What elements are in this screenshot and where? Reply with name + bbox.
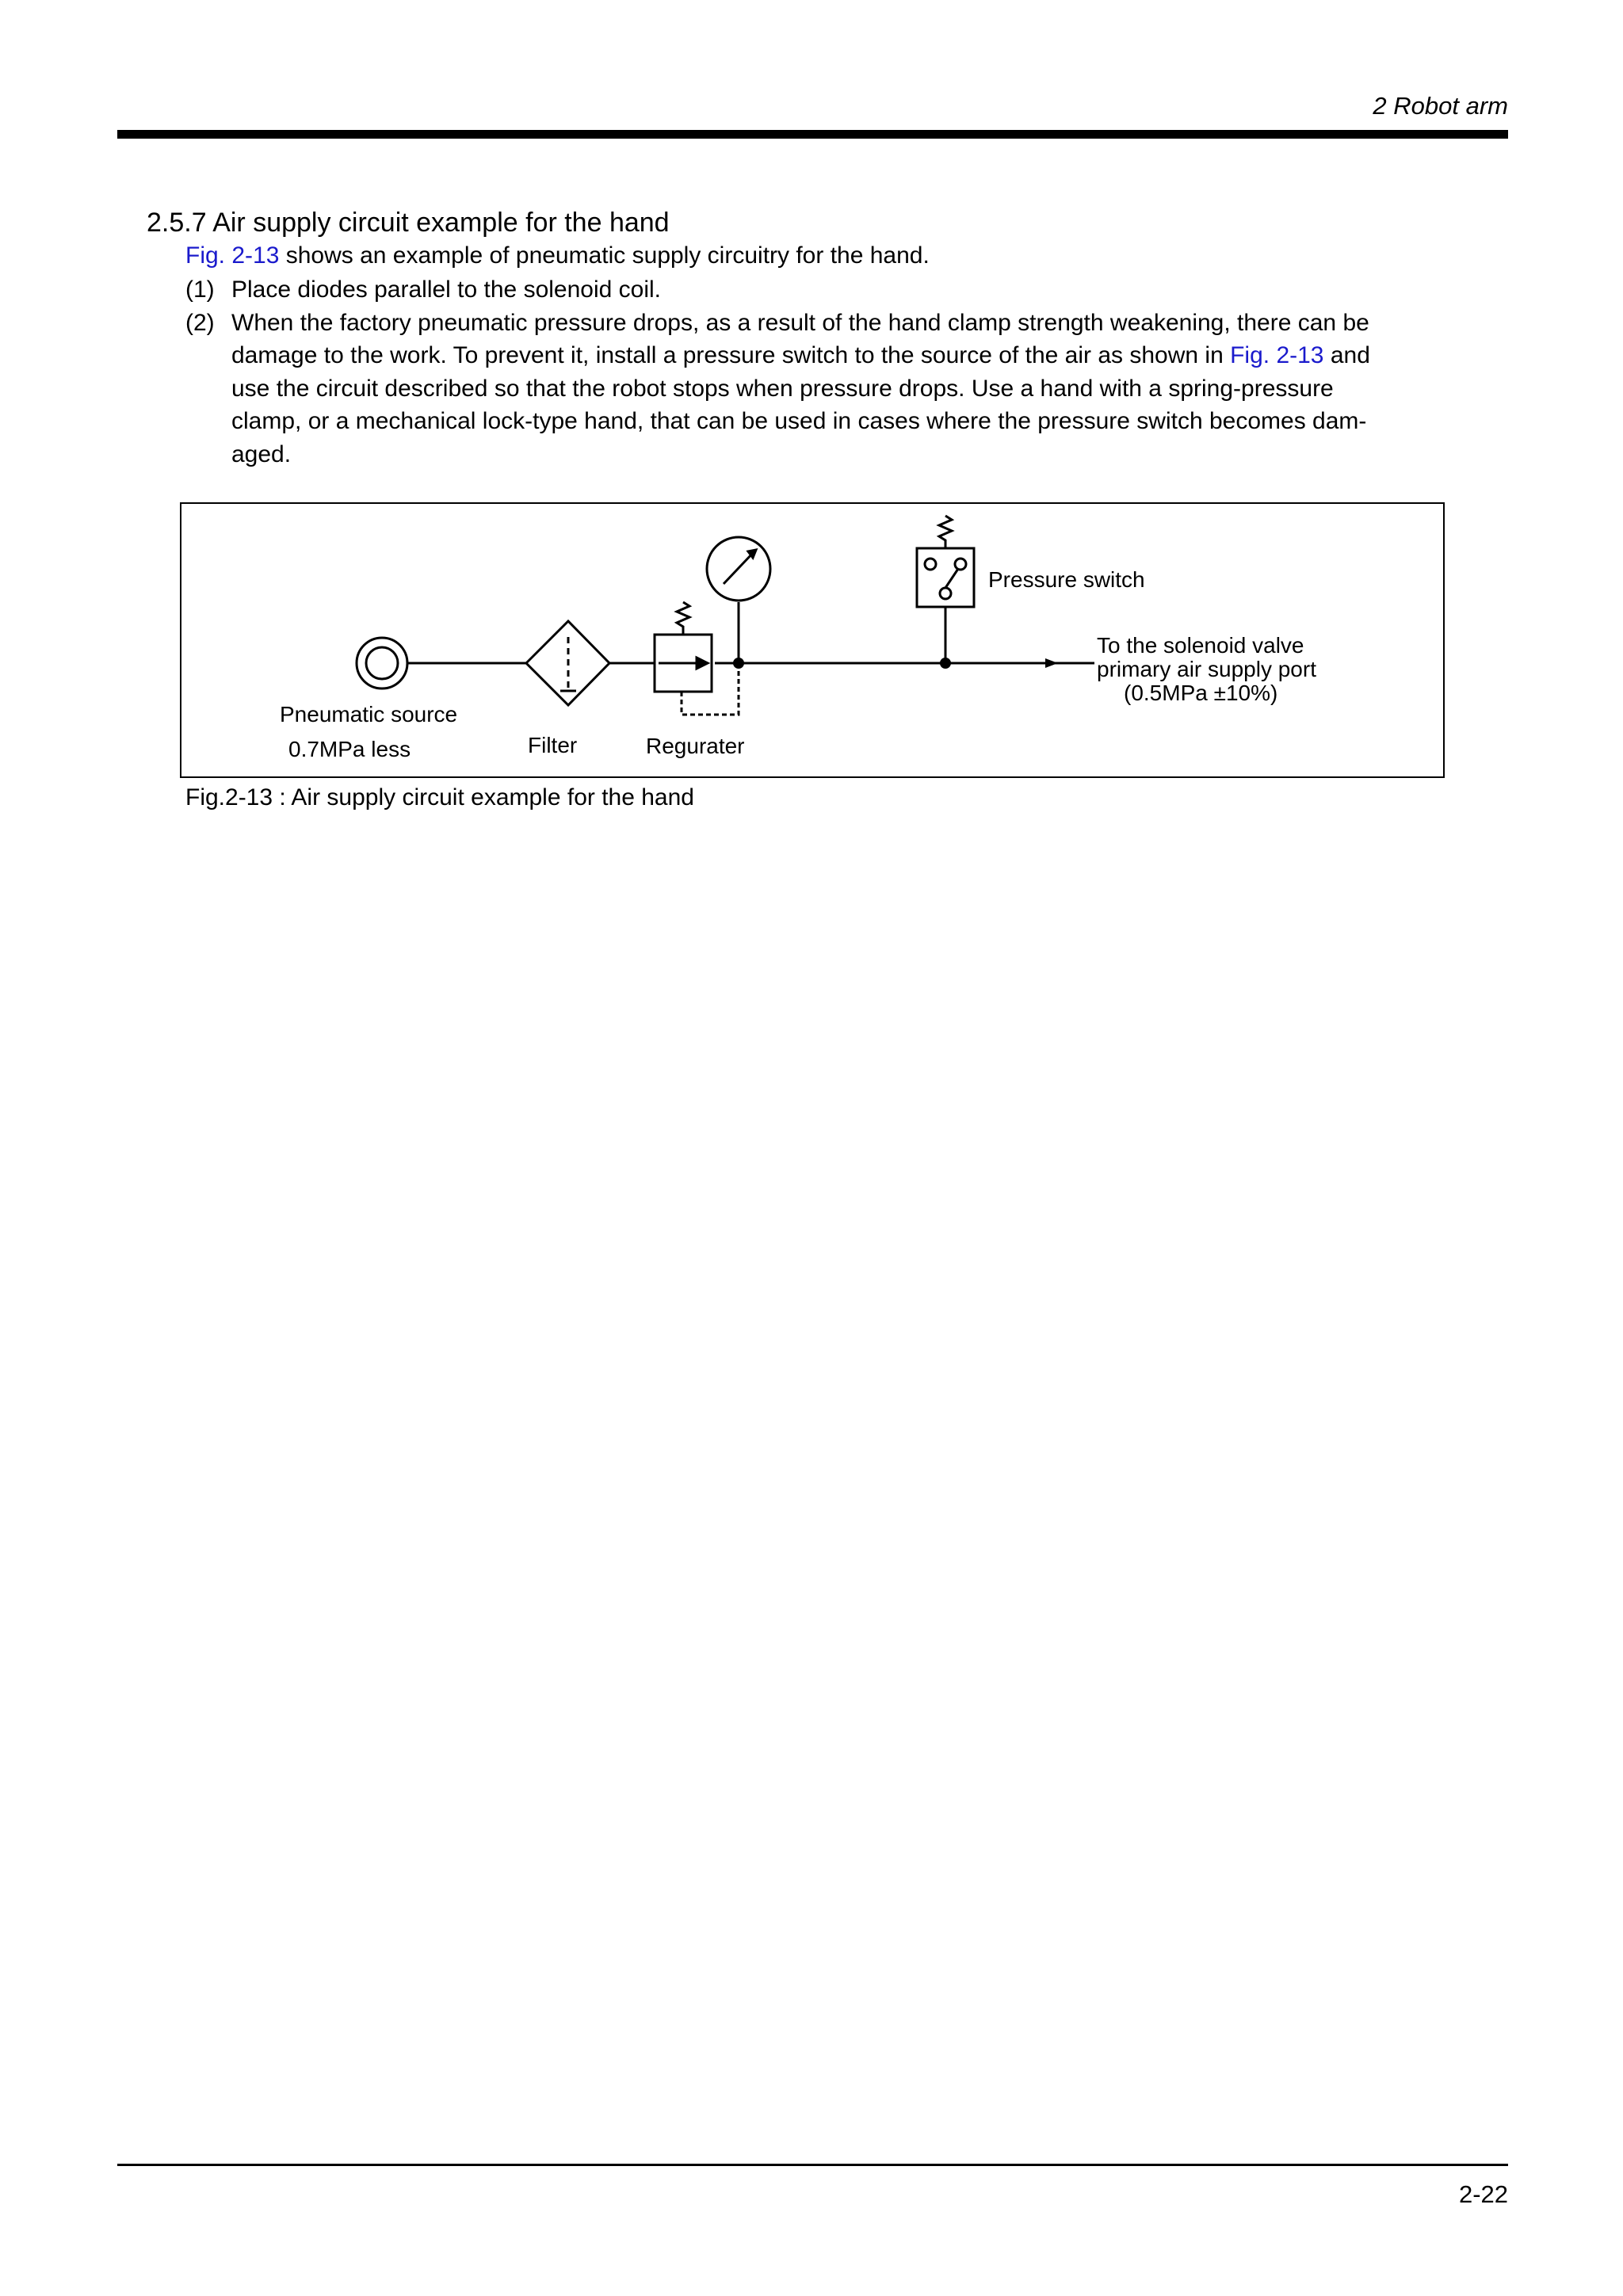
junction-dot <box>733 658 744 669</box>
list-item-text-line: When the factory pneumatic pressure drops, as a result of the hand clamp strength weakening, there can be <box>231 310 1369 336</box>
list-item-2-line-3: use the circuit described so that the robot stops when pressure drops. Use a hand with a spring-pressure <box>231 376 1334 402</box>
figure-link[interactable]: Fig. 2-13 <box>185 242 280 269</box>
pressure-gauge-icon <box>707 537 770 663</box>
list-item-number: (1) <box>185 277 215 303</box>
list-item-2-line-4: clamp, or a mechanical lock-type hand, that can be used in cases where the pressure switch becomes dam- <box>231 408 1367 434</box>
list-item-1 <box>185 277 661 303</box>
pneumatic-source-icon <box>357 638 407 688</box>
filter-label: Filter <box>528 733 578 757</box>
pneumatic-source-label: Pneumatic source <box>280 702 458 727</box>
list-item-2-line-5: aged. <box>231 441 292 467</box>
intro-paragraph <box>185 242 930 269</box>
list-item-2 <box>185 310 1369 337</box>
list-item-text-line: and <box>1323 342 1370 368</box>
destination-label-line: primary air supply port <box>1097 657 1316 681</box>
section-heading: 2.5.7 Air supply circuit example for the hand <box>147 208 670 238</box>
pressure-switch-label: Pressure switch <box>988 567 1145 592</box>
regulator-icon <box>655 602 739 715</box>
figure-frame <box>180 502 1445 778</box>
destination-label <box>1097 634 1316 705</box>
pressure-switch-icon <box>917 516 974 663</box>
page-number: 2-22 <box>1458 2180 1508 2208</box>
figure-caption: Fig.2-13 : Air supply circuit example for the hand <box>185 784 694 810</box>
regulator-label: Regurater <box>646 734 745 758</box>
list-item-number: (2) <box>185 310 215 336</box>
figure-link[interactable]: Fig. 2-13 <box>1230 342 1324 368</box>
list-item-text-line: damage to the work. To prevent it, install a pressure switch to the source of the air as shown in <box>231 342 1231 368</box>
filter-icon <box>526 621 609 705</box>
intro-text: shows an example of pneumatic supply circuitry for the hand. <box>279 242 930 269</box>
footer-rule <box>117 2164 1508 2166</box>
header-rule <box>117 130 1508 139</box>
junction-dot <box>940 658 951 669</box>
destination-label-line: (0.5MPa ±10%) <box>1124 681 1278 705</box>
destination-label-line: To the solenoid valve <box>1097 633 1304 658</box>
list-item-text: Place diodes parallel to the solenoid coil. <box>231 277 662 303</box>
list-item-2-line-2 <box>231 342 1370 369</box>
running-header: 2 Robot arm <box>1373 92 1508 120</box>
pneumatic-source-pressure: 0.7MPa less <box>288 737 411 761</box>
